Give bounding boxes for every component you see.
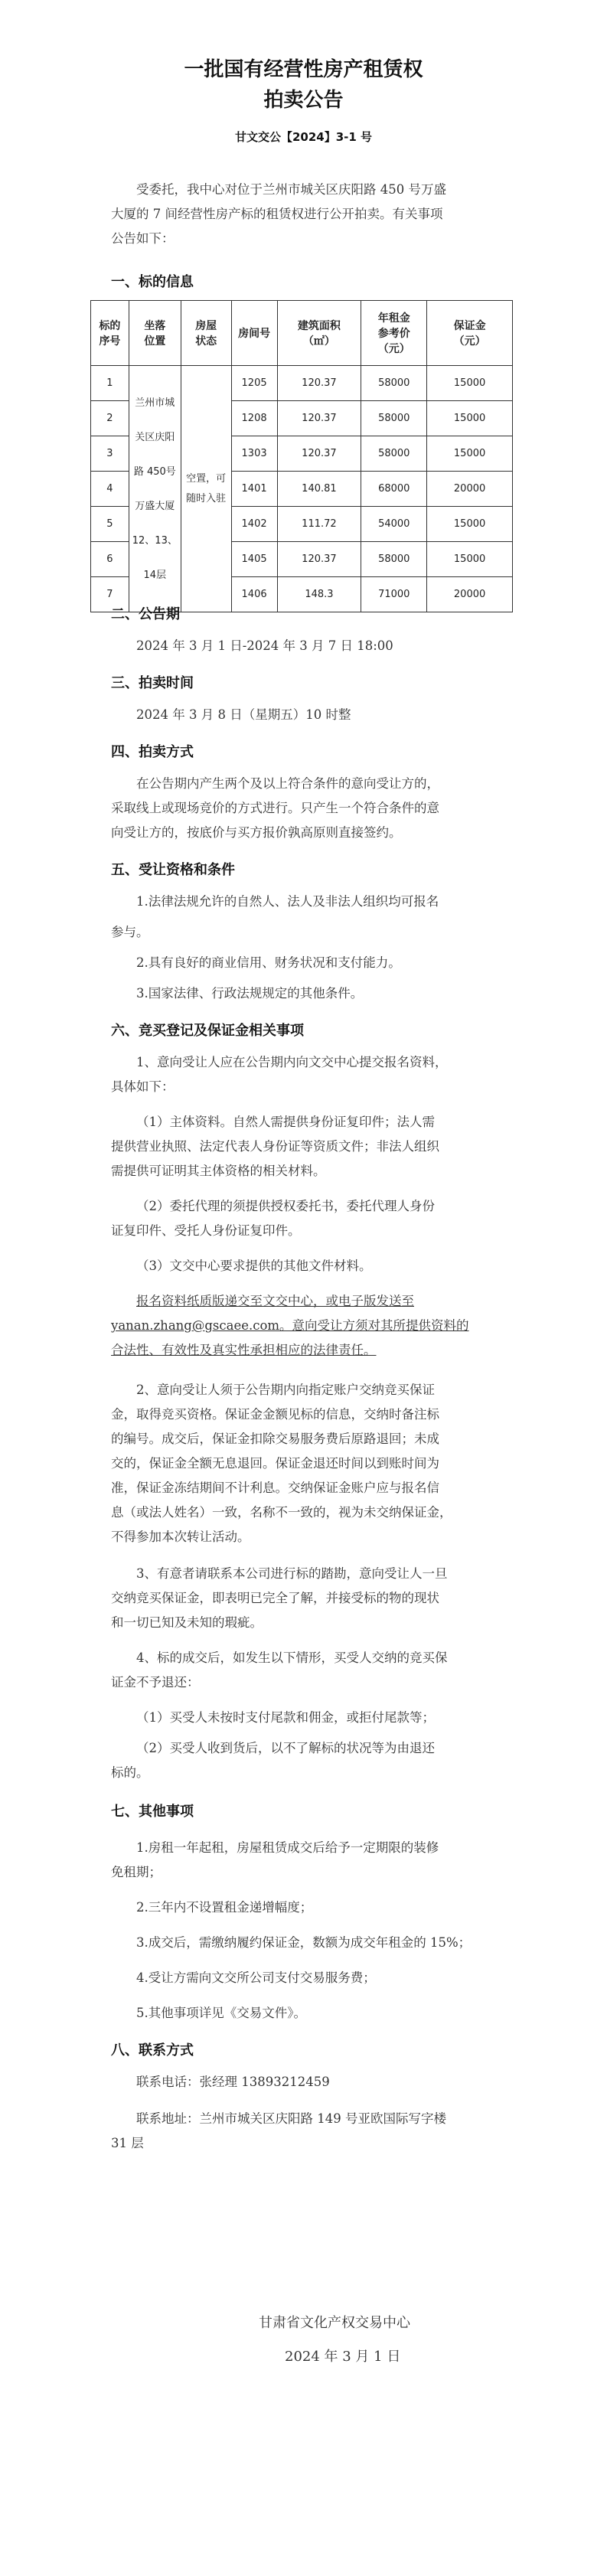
seq-cell: 4 <box>91 472 129 507</box>
inspection-line-1: 3、有意者请联系本公司进行标的踏勘，意向受让人一旦 <box>136 1566 448 1581</box>
deposit-cell: 15000 <box>427 401 513 436</box>
registration-1-line-1: 1、意向受让人应在公告期内向文交中心提交报名资料， <box>136 1055 448 1069</box>
area-cell: 120.37 <box>277 401 361 436</box>
seq-cell: 6 <box>91 542 129 577</box>
header-location: 坐落 位置 <box>129 301 181 366</box>
other-1-line-2: 免租期； <box>111 1865 162 1879</box>
rent-cell: 71000 <box>361 577 427 612</box>
forfeit-case-2-line-1: （2）买受人收到货后，以不了解标的状况等为由退还 <box>136 1741 435 1755</box>
other-4: 4.受让方需向文交所公司支付交易服务费； <box>136 1970 376 1985</box>
section-5-heading: 五、受让资格和条件 <box>111 862 235 878</box>
submission-note-email[interactable]: yanan.zhang@gscaee.com。意向受让方须对其所提供资料的 <box>111 1318 469 1333</box>
submission-note-line-3: 合法性、有效性及真实性承担相应的法律责任。 <box>111 1343 377 1357</box>
rent-cell: 54000 <box>361 507 427 542</box>
rent-cell: 58000 <box>361 542 427 577</box>
header-deposit: 保证金 （元） <box>427 301 513 366</box>
registration-1a-line-1: （1）主体资料。自然人需提供身份证复印件；法人需 <box>136 1115 435 1129</box>
title-line-2: 拍卖公告 <box>263 89 344 112</box>
auction-time: 2024 年 3 月 8 日（星期五）10 时整 <box>136 707 351 722</box>
area-cell: 120.37 <box>277 436 361 472</box>
intro-line-1: 受委托，我中心对位于兰州市城关区庆阳路 450 号万盛 <box>136 182 446 197</box>
registration-1b-line-2: 证复印件、受托人身份证复印件。 <box>111 1223 301 1238</box>
other-2: 2.三年内不设置租金递增幅度； <box>136 1900 313 1915</box>
deposit-rules-line-6: 息（或法人姓名）一致，名称不一致的，视为未交纳保证金， <box>111 1505 452 1520</box>
deposit-cell: 20000 <box>427 472 513 507</box>
deposit-rules-line-2: 金，取得竞买资格。保证金金额见标的信息，交纳时备注标 <box>111 1407 439 1422</box>
method-line-2: 采取线上或现场竞价的方式进行。只产生一个符合条件的意 <box>111 801 439 815</box>
section-1-heading: 一、标的信息 <box>111 274 194 290</box>
forfeit-case-2-line-2: 标的。 <box>111 1765 149 1780</box>
forfeit-line-2: 证金不予退还： <box>111 1675 200 1690</box>
announcement-period: 2024 年 3 月 1 日-2024 年 3 月 7 日 18:00 <box>136 638 393 653</box>
deposit-cell: 15000 <box>427 542 513 577</box>
rent-cell: 58000 <box>361 436 427 472</box>
table-row <box>91 366 513 401</box>
method-line-1: 在公告期内产生两个及以上符合条件的意向受让方的， <box>136 776 439 791</box>
deposit-cell: 15000 <box>427 436 513 472</box>
other-1-line-1: 1.房租一年起租，房屋租赁成交后给予一定期限的装修 <box>136 1840 439 1855</box>
intro-line-2: 大厦的 7 间经营性房产标的租赁权进行公开拍卖。有关事项 <box>111 207 443 221</box>
rent-cell: 68000 <box>361 472 427 507</box>
room-cell: 1405 <box>231 542 277 577</box>
inspection-line-2: 交纳竞买保证金，即表明已完全了解，并接受标的物的现状 <box>111 1591 439 1605</box>
deposit-rules-line-7: 不得参加本次转让活动。 <box>111 1530 250 1544</box>
forfeit-case-1: （1）买受人未按时支付尾款和佣金，或拒付尾款等； <box>136 1710 435 1725</box>
room-cell: 1303 <box>231 436 277 472</box>
header-area: 建筑面积 （㎡） <box>277 301 361 366</box>
room-cell: 1401 <box>231 472 277 507</box>
deposit-rules-line-4: 交的，保证金全额无息退回。保证金退还时间以到账时间为 <box>111 1456 439 1471</box>
room-cell: 1205 <box>231 366 277 401</box>
table-header-row <box>91 301 513 366</box>
seq-cell: 5 <box>91 507 129 542</box>
area-cell: 111.72 <box>277 507 361 542</box>
section-2-heading: 二、公告期 <box>111 606 180 622</box>
registration-1a-line-3: 需提供可证明其主体资格的相关材料。 <box>111 1164 326 1178</box>
room-cell: 1402 <box>231 507 277 542</box>
contact-address-line-1: 联系地址：兰州市城关区庆阳路 149 号亚欧国际写字楼 <box>136 2111 446 2126</box>
contact-address-line-2: 31 层 <box>111 2136 144 2150</box>
section-8-heading: 八、联系方式 <box>111 2042 194 2059</box>
other-5: 5.其他事项详见《交易文件》。 <box>136 2006 306 2020</box>
registration-1c: （3）文交中心要求提供的其他文件材料。 <box>136 1259 372 1273</box>
room-cell: 1208 <box>231 401 277 436</box>
deposit-rules-line-1: 2、意向受让人须于公告期内向指定账户交纳竞买保证 <box>136 1383 435 1397</box>
area-cell: 120.37 <box>277 366 361 401</box>
deposit-cell: 15000 <box>427 507 513 542</box>
signature-date: 2024 年 3 月 1 日 <box>285 2349 401 2365</box>
status-cell: 空置，可 随时入驻 <box>181 366 231 612</box>
seq-cell: 1 <box>91 366 129 401</box>
seq-cell: 3 <box>91 436 129 472</box>
submission-note-line-1: 报名资料纸质版递交至文交中心，或电子版发送至 <box>136 1294 414 1308</box>
room-cell: 1406 <box>231 577 277 612</box>
seq-cell: 2 <box>91 401 129 436</box>
registration-1-line-2: 具体如下： <box>111 1079 175 1094</box>
header-status: 房屋 状态 <box>181 301 231 366</box>
deposit-cell: 20000 <box>427 577 513 612</box>
section-4-heading: 四、拍卖方式 <box>111 744 194 760</box>
deposit-rules-line-3: 的编号。成交后，保证金扣除交易服务费后原路退回；未成 <box>111 1432 439 1446</box>
seq-cell: 7 <box>91 577 129 612</box>
other-3: 3.成交后，需缴纳履约保证金，数额为成交年租金的 15%； <box>136 1935 472 1950</box>
method-line-3: 向受让方的，按底价与买方报价孰高原则直接签约。 <box>111 825 402 840</box>
header-room: 房间号 <box>231 301 277 366</box>
header-seq: 标的 序号 <box>91 301 129 366</box>
header-rent: 年租金 参考价 （元） <box>361 301 427 366</box>
location-cell: 兰州市城 关区庆阳 路 450号 万盛大厦 12、13、 14层 <box>129 366 181 612</box>
rent-cell: 58000 <box>361 366 427 401</box>
inspection-line-3: 和一切已知及未知的瑕疵。 <box>111 1615 263 1630</box>
rent-cell: 58000 <box>361 401 427 436</box>
signer-name: 甘肃省文化产权交易中心 <box>259 2315 410 2331</box>
qualification-2: 2.具有良好的商业信用、财务状况和支付能力。 <box>136 955 401 970</box>
area-cell: 140.81 <box>277 472 361 507</box>
qualification-1-line-1: 1.法律法规允许的自然人、法人及非法人组织均可报名 <box>136 894 439 909</box>
qualification-1-line-2: 参与。 <box>111 925 149 939</box>
area-cell: 120.37 <box>277 542 361 577</box>
area-cell: 148.3 <box>277 577 361 612</box>
registration-1a-line-2: 提供营业执照、法定代表人身份证等资质文件；非法人组织 <box>111 1139 439 1154</box>
registration-1b-line-1: （2）委托代理的须提供授权委托书，委托代理人身份 <box>136 1199 435 1213</box>
deposit-rules-line-5: 准，保证金冻结期间不计利息。交纳保证金账户应与报名信 <box>111 1481 439 1495</box>
title-line-1: 一批国有经营性房产租赁权 <box>184 58 423 81</box>
document-number: 甘文交公【2024】3-1 号 <box>234 130 373 144</box>
deposit-cell: 15000 <box>427 366 513 401</box>
section-6-heading: 六、竞买登记及保证金相关事项 <box>111 1023 304 1039</box>
lot-info-table <box>90 300 513 612</box>
forfeit-line-1: 4、标的成交后，如发生以下情形，买受人交纳的竞买保 <box>136 1650 448 1665</box>
intro-line-3: 公告如下： <box>111 231 175 246</box>
section-3-heading: 三、拍卖时间 <box>111 675 194 691</box>
qualification-3: 3.国家法律、行政法规规定的其他条件。 <box>136 986 364 1001</box>
section-7-heading: 七、其他事项 <box>111 1804 194 1820</box>
contact-phone: 联系电话：张经理 13893212459 <box>136 2075 330 2089</box>
